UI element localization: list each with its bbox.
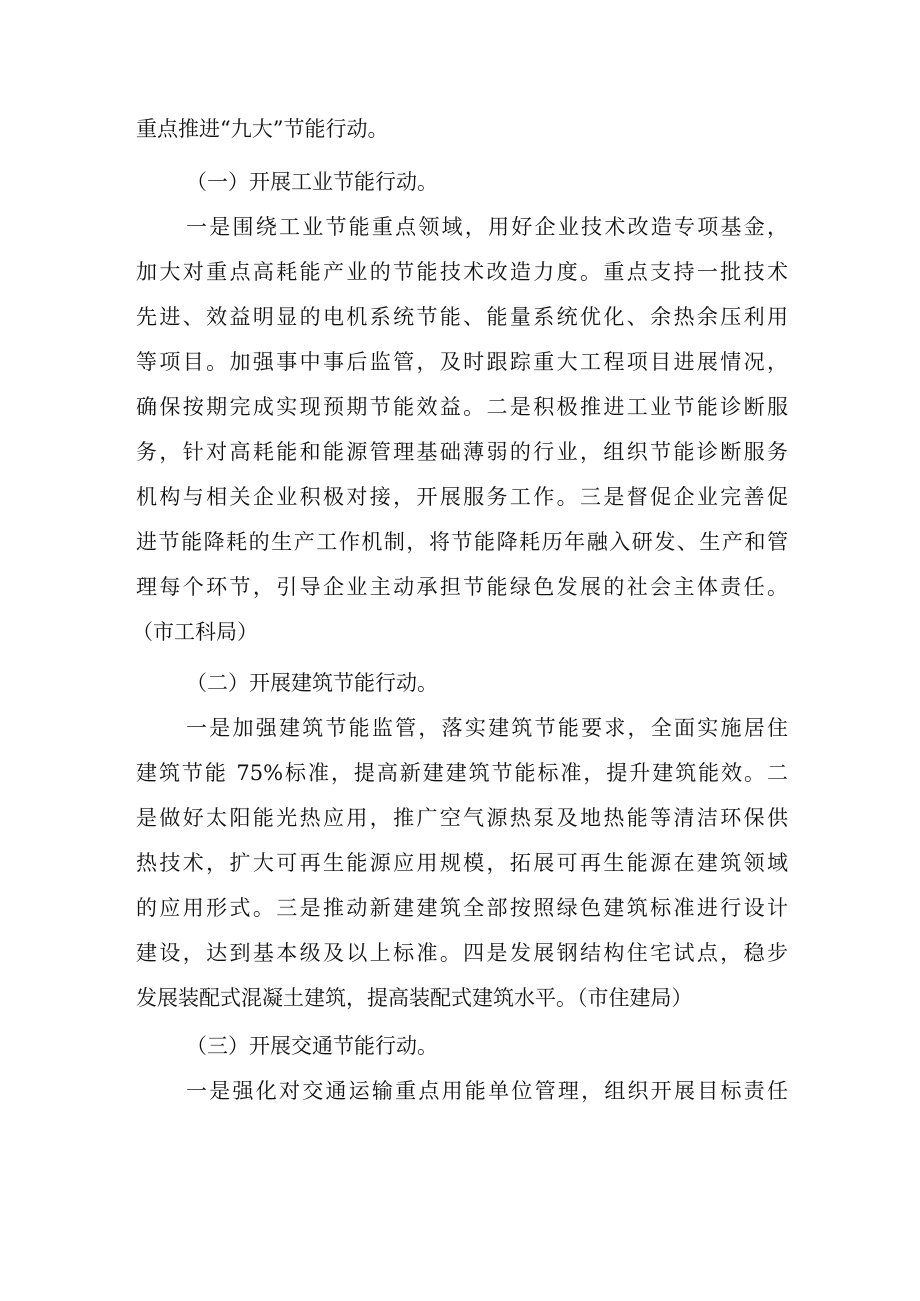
section-1-line: 机构与相关企业积极对接，开展服务工作。三是督促企业完善促 bbox=[136, 485, 788, 509]
intro-paragraph: 重点推进“九大”节能行动。 bbox=[136, 117, 389, 141]
section-1-line: 先进、效益明显的电机系统节能、能量系统优化、余热余压利用 bbox=[136, 305, 788, 329]
section-2-line: 是做好太阳能光热应用，推广空气源热泵及地热能等清洁环保供 bbox=[136, 806, 788, 830]
section-1-line: 进节能降耗的生产工作机制，将节能降耗历年融入研发、生产和管 bbox=[136, 530, 788, 554]
section-1-heading: （一）开展工业节能行动。 bbox=[186, 170, 438, 194]
section-2-line: 热技术，扩大可再生能源应用规模，拓展可再生能源在建筑领域 bbox=[136, 851, 788, 875]
section-1-line: 理每个环节，引导企业主动承担节能绿色发展的社会主体责任。 bbox=[136, 575, 788, 599]
section-2-line: 建筑节能 75%标准，提高新建建筑节能标准，提升建筑能效。二 bbox=[136, 761, 788, 785]
section-1-line: 务，针对高耗能和能源管理基础薄弱的行业，组织节能诊断服务 bbox=[136, 440, 788, 464]
section-2-heading: （二）开展建筑节能行动。 bbox=[186, 671, 438, 695]
section-2-line: 的应用形式。三是推动新建建筑全部按照绿色建筑标准进行设计 bbox=[136, 896, 788, 920]
section-1-line: 一是围绕工业节能重点领域，用好企业技术改造专项基金， bbox=[186, 215, 788, 239]
section-3-line: 一是强化对交通运输重点用能单位管理，组织开展目标责任 bbox=[186, 1079, 788, 1103]
section-2-line: 一是加强建筑节能监管，落实建筑节能要求，全面实施居住 bbox=[186, 716, 788, 740]
section-2-line: 建设，达到基本级及以上标准。四是发展钢结构住宅试点，稳步 bbox=[136, 941, 788, 965]
section-1-line: 等项目。加强事中事后监管，及时跟踪重大工程项目进展情况， bbox=[136, 350, 788, 374]
section-1-department: （市工科局） bbox=[132, 620, 258, 644]
section-1-line: 确保按期完成实现预期节能效益。二是积极推进工业节能诊断服 bbox=[136, 395, 788, 419]
section-2-line: 发展装配式混凝土建筑，提高装配式建筑水平。（市住建局） bbox=[136, 986, 693, 1010]
section-3-heading: （三）开展交通节能行动。 bbox=[186, 1034, 438, 1058]
section-1-line: 加大对重点高耗能产业的节能技术改造力度。重点支持一批技术 bbox=[136, 260, 788, 284]
